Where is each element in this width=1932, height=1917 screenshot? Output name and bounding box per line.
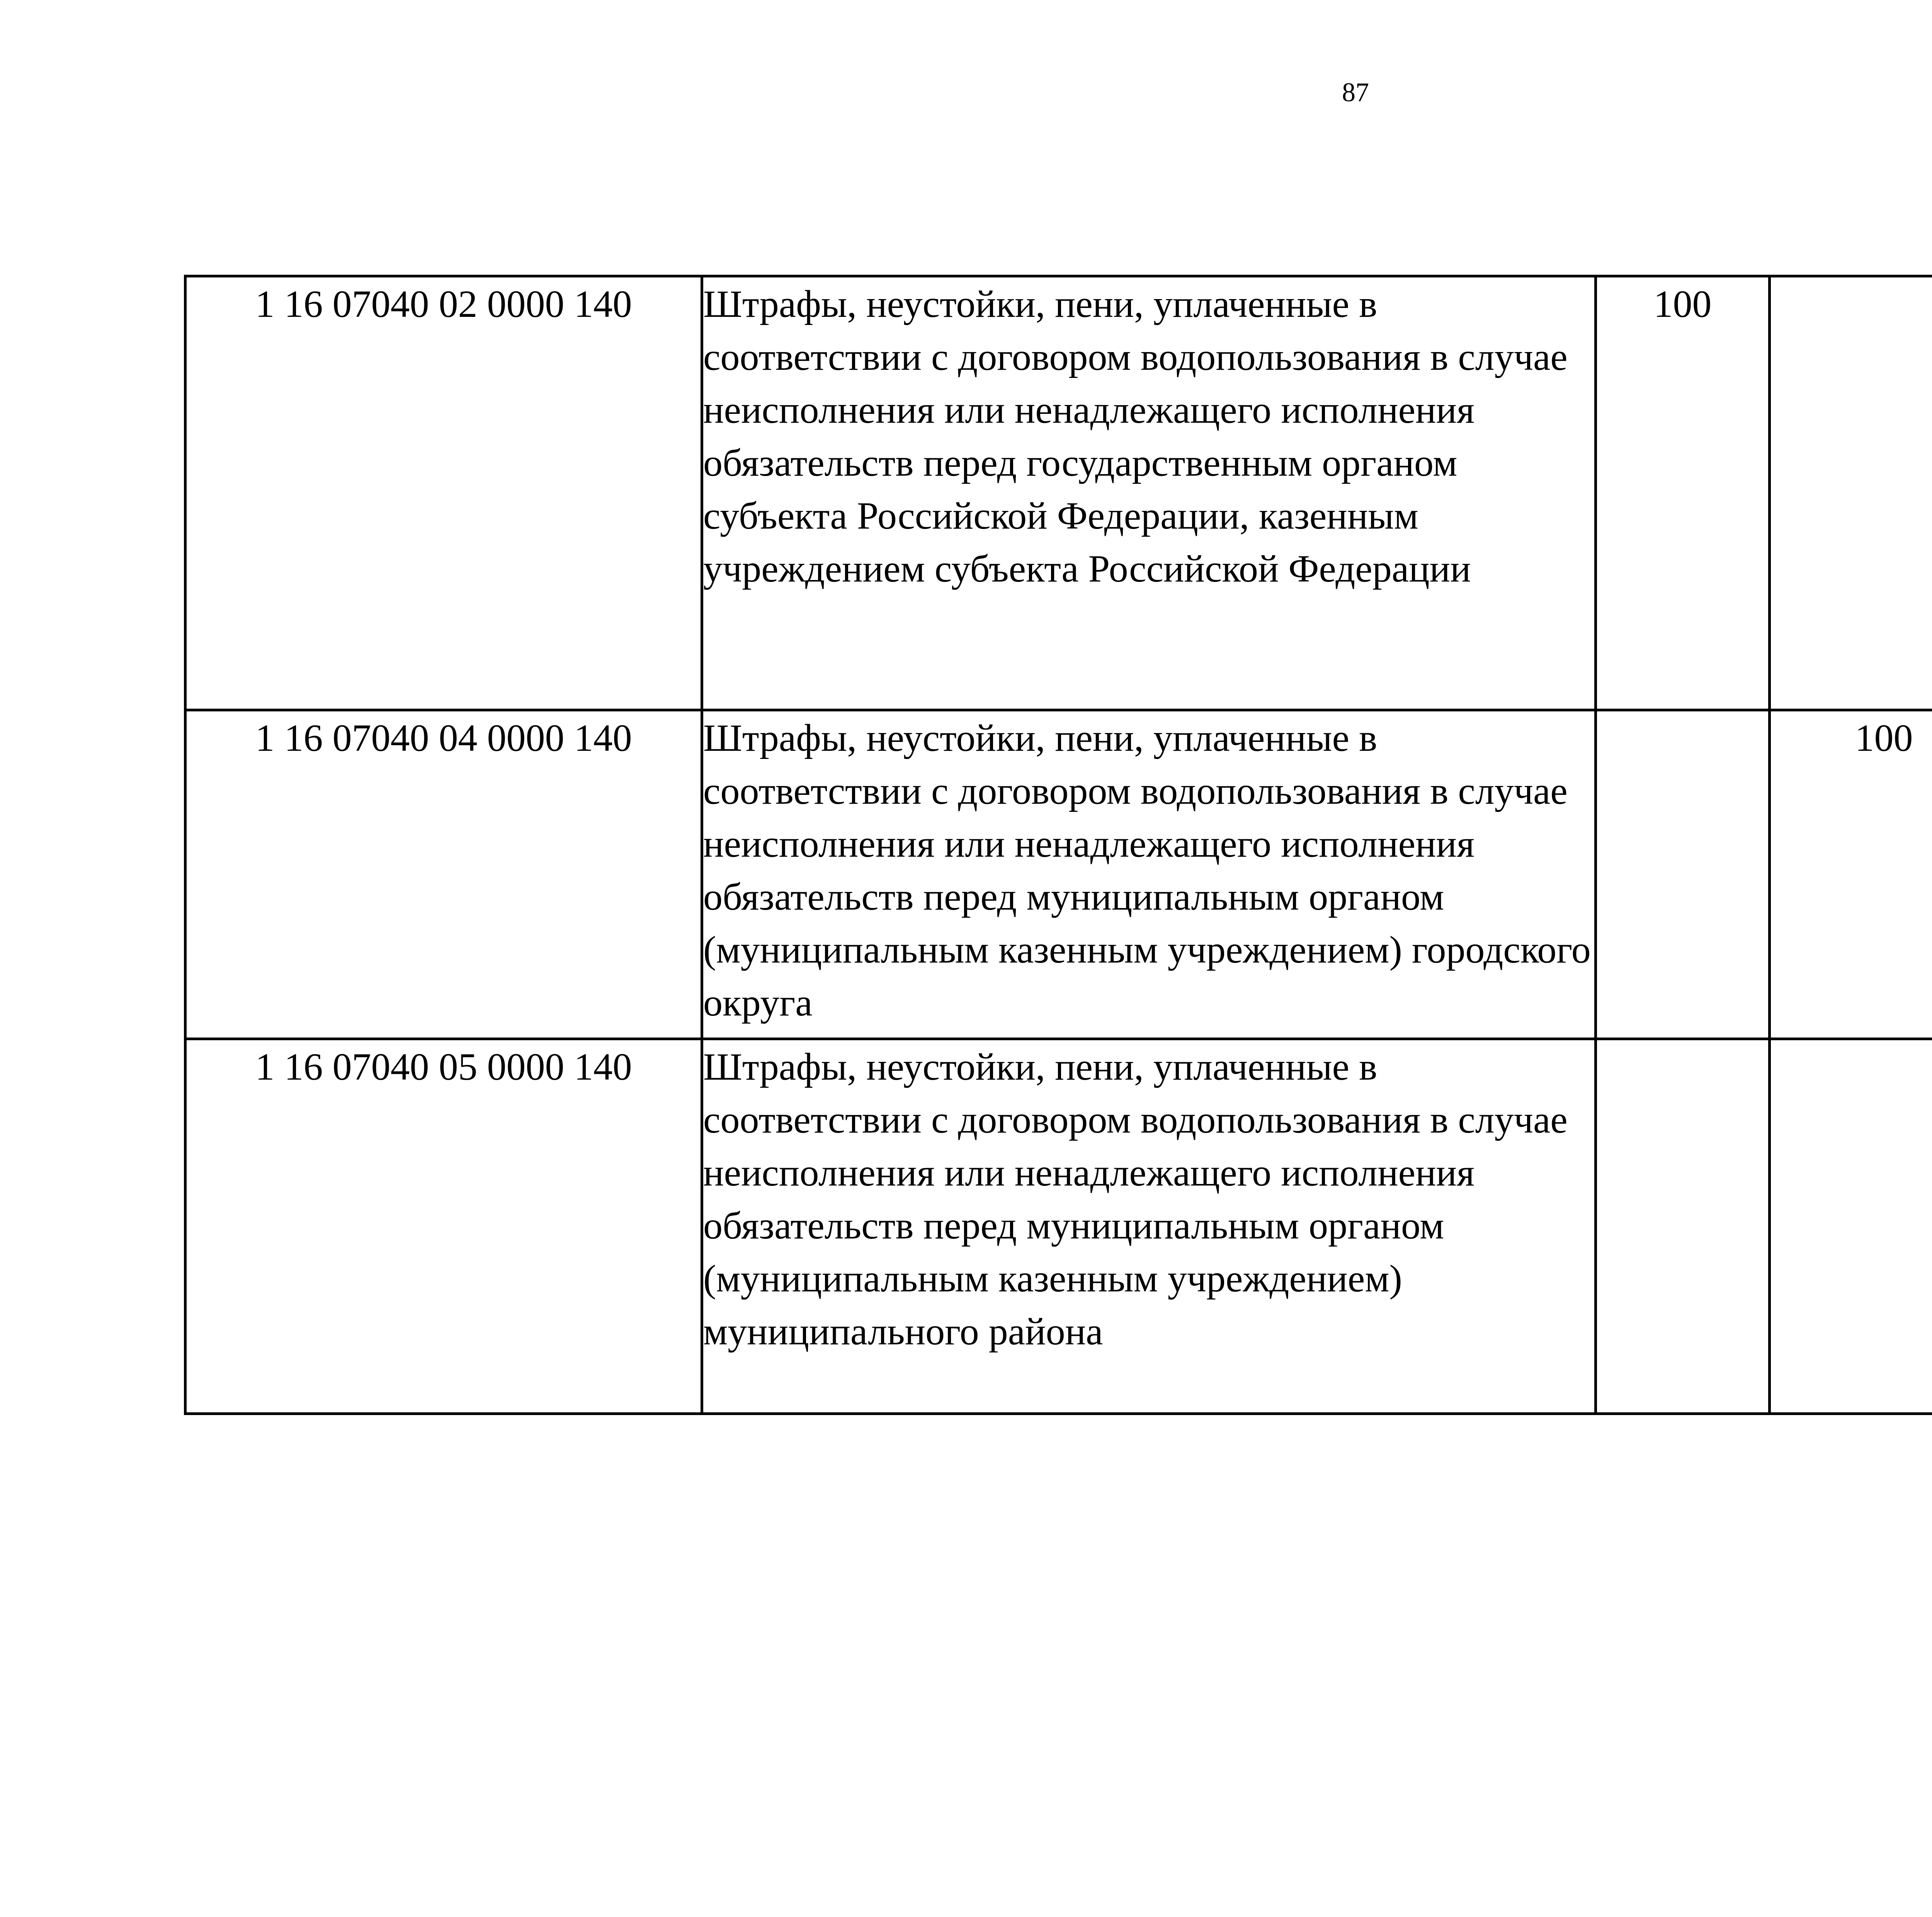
revenue-code-cell: 1 16 07040 02 0000 140 [185,276,702,710]
table-row [185,1039,1932,1414]
table-row [185,276,1932,710]
page-number: 87 [1342,78,1369,107]
revenue-distribution-table [184,275,1932,1415]
table-row [185,710,1932,1039]
percent-cell [1770,1039,1932,1414]
revenue-code-cell: 1 16 07040 05 0000 140 [185,1039,702,1414]
percent-cell [1596,710,1770,1039]
percent-cell [1596,1039,1770,1414]
revenue-description-cell: Штрафы, неустойки, пени, уплаченные в соответствии с договором водопользования в случае неисполнения или ненадлежащего исполнения обязательств перед муниципальным органом (муниципальным казенным учреждением) муниципального района [702,1039,1596,1414]
percent-cell: 100 [1596,276,1770,710]
revenue-code-cell: 1 16 07040 04 0000 140 [185,710,702,1039]
revenue-description-cell: Штрафы, неустойки, пени, уплаченные в соответствии с договором водопользования в случае неисполнения или ненадлежащего исполнения обязательств перед государственным органом субъекта Российской Федерации, казенным учреждением субъекта Российской Федерации [702,276,1596,710]
revenue-description-cell: Штрафы, неустойки, пени, уплаченные в соответствии с договором водопользования в случае неисполнения или ненадлежащего исполнения обязательств перед муниципальным органом (муниципальным казенным учреждением) городского округа [702,710,1596,1039]
percent-cell [1770,276,1932,710]
percent-cell: 100 [1770,710,1932,1039]
